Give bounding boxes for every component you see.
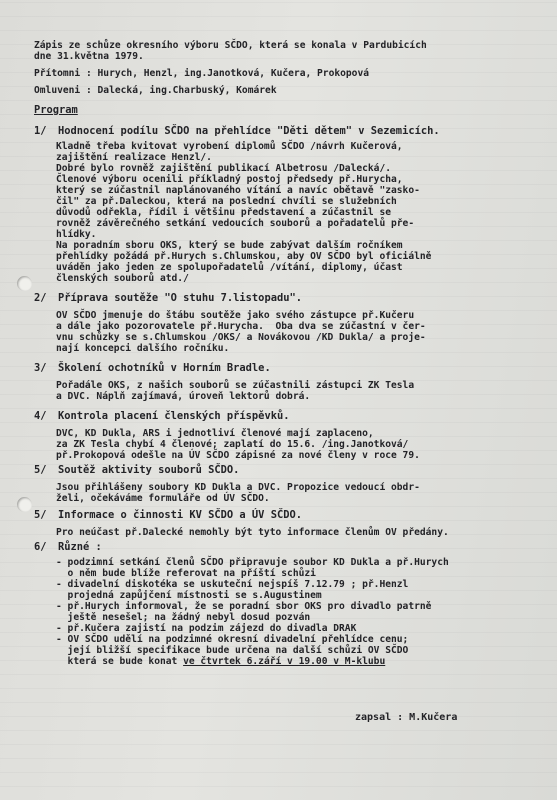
- item-title: Informace o činnosti KV SČDO a ÚV SČDO.: [58, 509, 302, 521]
- program-item-2: [34, 293, 539, 354]
- signature-line: zapsal : M.Kučera: [355, 712, 458, 723]
- item-line: - př.Kučera zajistí na podzim zájezd do divadla DRAK: [56, 623, 357, 634]
- item-line: její bližší specifikace bude určena na další schůzi OV SČDO: [56, 645, 409, 656]
- item-line: zajištění realizace Henzl/.: [56, 152, 212, 163]
- item-number: 4/: [34, 410, 47, 422]
- program-heading: Program: [34, 104, 78, 116]
- item-line: Pořadále OKS, z našich souborů se zúčastnili zástupci ZK Tesla: [56, 380, 415, 391]
- meeting-date-line: [56, 656, 539, 667]
- item-line: - divadelní diskotéka se uskuteční nejspíš 7.12.79 ; př.Henzl: [56, 579, 409, 590]
- minutes-text: [34, 40, 539, 667]
- header-line: Zápis ze schůze okresního výboru SČDO, která se konala v Pardubicích: [34, 40, 427, 51]
- item-line: důvodů odřekla, řídil i většinu představení a zúčastnil se: [56, 207, 392, 218]
- item-line: o něm bude blíže referovat na příští schůzi: [56, 568, 316, 579]
- item-line: a DVC. Náplň zajímavá, úroveň lektorů dobrá.: [56, 391, 311, 402]
- item-number: 5/: [34, 509, 47, 521]
- item-number: 3/: [34, 362, 47, 374]
- item-title: Kontrola placení členských příspěvků.: [58, 410, 290, 422]
- item-line: př.Prokopová odešle na ÚV SČDO zápisné za nové členy v roce 79.: [56, 450, 420, 461]
- item-line: čil" za př.Daleckou, která na poslední chvíli se služebních: [56, 196, 397, 207]
- item-number: 2/: [34, 292, 47, 304]
- present-line: Přítomni : Hurych, Henzl, ing.Janotková, Kučera, Prokopová: [34, 68, 370, 79]
- program-item-6: [34, 542, 539, 667]
- item-title: Hodnocení podílu SČDO na přehlídce "Děti dětem" v Sezemicích.: [58, 125, 440, 137]
- item-line: - př.Hurych informoval, že se poradní sbor OKS pro divadlo patrně: [56, 601, 432, 612]
- item-line: který se zúčastnil naplánovaného vítání a navíc obětavě "zasko-: [56, 185, 420, 196]
- item-number: 1/: [34, 125, 47, 137]
- item-line: přehlídky požádá př.Hurych s.Chlumskou, aby OV SČDO byl oficiálně: [56, 251, 432, 262]
- punch-hole: [17, 276, 32, 291]
- item-line: členských souborů atd./: [56, 273, 189, 284]
- header-date: dne 31.května 1979.: [34, 51, 144, 62]
- punch-hole: [17, 497, 32, 512]
- item-line: - OV SČDO udělí na podzimné okresní divadelní přehlídce cenu;: [56, 634, 409, 645]
- item-line: DVC, KD Dukla, ARS i jednotliví členové mají zaplaceno,: [56, 428, 374, 439]
- item-line: hlídky.: [56, 229, 97, 240]
- item-line: a dále jako pozorovatele př.Hurycha. Oba dva se zúčastní v čer-: [56, 321, 426, 332]
- item-line: Jsou přihlášeny soubory KD Dukla a DVC. Propozice vedoucí obdr-: [56, 482, 420, 493]
- item-line: rovněž závěrečného setkání vedoucích souborů a pořadatelů pře-: [56, 218, 415, 229]
- item-line: ještě nesešel; na žádný nebyl dosud pozván: [56, 612, 311, 623]
- item-title: Školení ochotníků v Horním Bradle.: [58, 362, 271, 374]
- item-line: Pro neúčast př.Dalecké nemohly být tyto informace členům OV předány.: [56, 527, 449, 538]
- item-number: 6/: [34, 541, 47, 553]
- item-line: OV SČDO jmenuje do štábu soutěže jako svého zástupce př.Kučeru: [56, 310, 415, 321]
- item-line: projedná zapůjčení místnosti se s.Augustinem: [56, 590, 322, 601]
- item-line: nají koncepci dalšího ročníku.: [56, 343, 230, 354]
- excused-line: Omluveni : Dalecká, ing.Charbuský, Komárek: [34, 85, 277, 96]
- meeting-date: ve čtvrtek 6.září v 19.00 v M-klubu: [183, 656, 386, 667]
- item-title: Příprava soutěže "O stuhu 7.listopadu".: [58, 292, 302, 304]
- program-item-4: [34, 411, 539, 461]
- item-line: vnu schůzky se s.Chlumskou /OKS/ a Novákovou /KD Dukla/ a proje-: [56, 332, 426, 343]
- item-line: uváděn jako jeden ze spolupořadatelů /vítání, diplomy, účast: [56, 262, 403, 273]
- item-line: Členové výboru ocenili příkladný postoj předsedy př.Hurycha,: [56, 174, 403, 185]
- item-line: želi, očekáváme formuláře od ÚV SČDO.: [56, 493, 270, 504]
- item-number: 5/: [34, 464, 47, 476]
- program-item-5: [34, 465, 539, 504]
- item-title: Soutěž aktivity souborů SČDO.: [58, 464, 240, 476]
- program-item-1: [34, 126, 539, 284]
- program-item-information: [34, 510, 539, 538]
- item-line: Na poradním sboru OKS, který se bude zabývat dalším ročníkem: [56, 240, 403, 251]
- item-line: - podzimní setkání členů SČDO připravuje soubor KD Dukla a př.Hurych: [56, 557, 449, 568]
- item-line: Kladně třeba kvitovat vyrobení diplomů SČDO /návrh Kučerová,: [56, 141, 403, 152]
- item-line: Dobré bylo rovněž zajištění publikací Albetrosu /Dalecká/.: [56, 163, 392, 174]
- meeting-date-prefix: která se bude konat: [56, 656, 184, 667]
- item-line: za ZK Tesla chybí 4 členové; zaplatí do 15.6. /ing.Janotková/: [56, 439, 409, 450]
- item-title: Různé :: [58, 541, 102, 553]
- program-item-3: [34, 363, 539, 402]
